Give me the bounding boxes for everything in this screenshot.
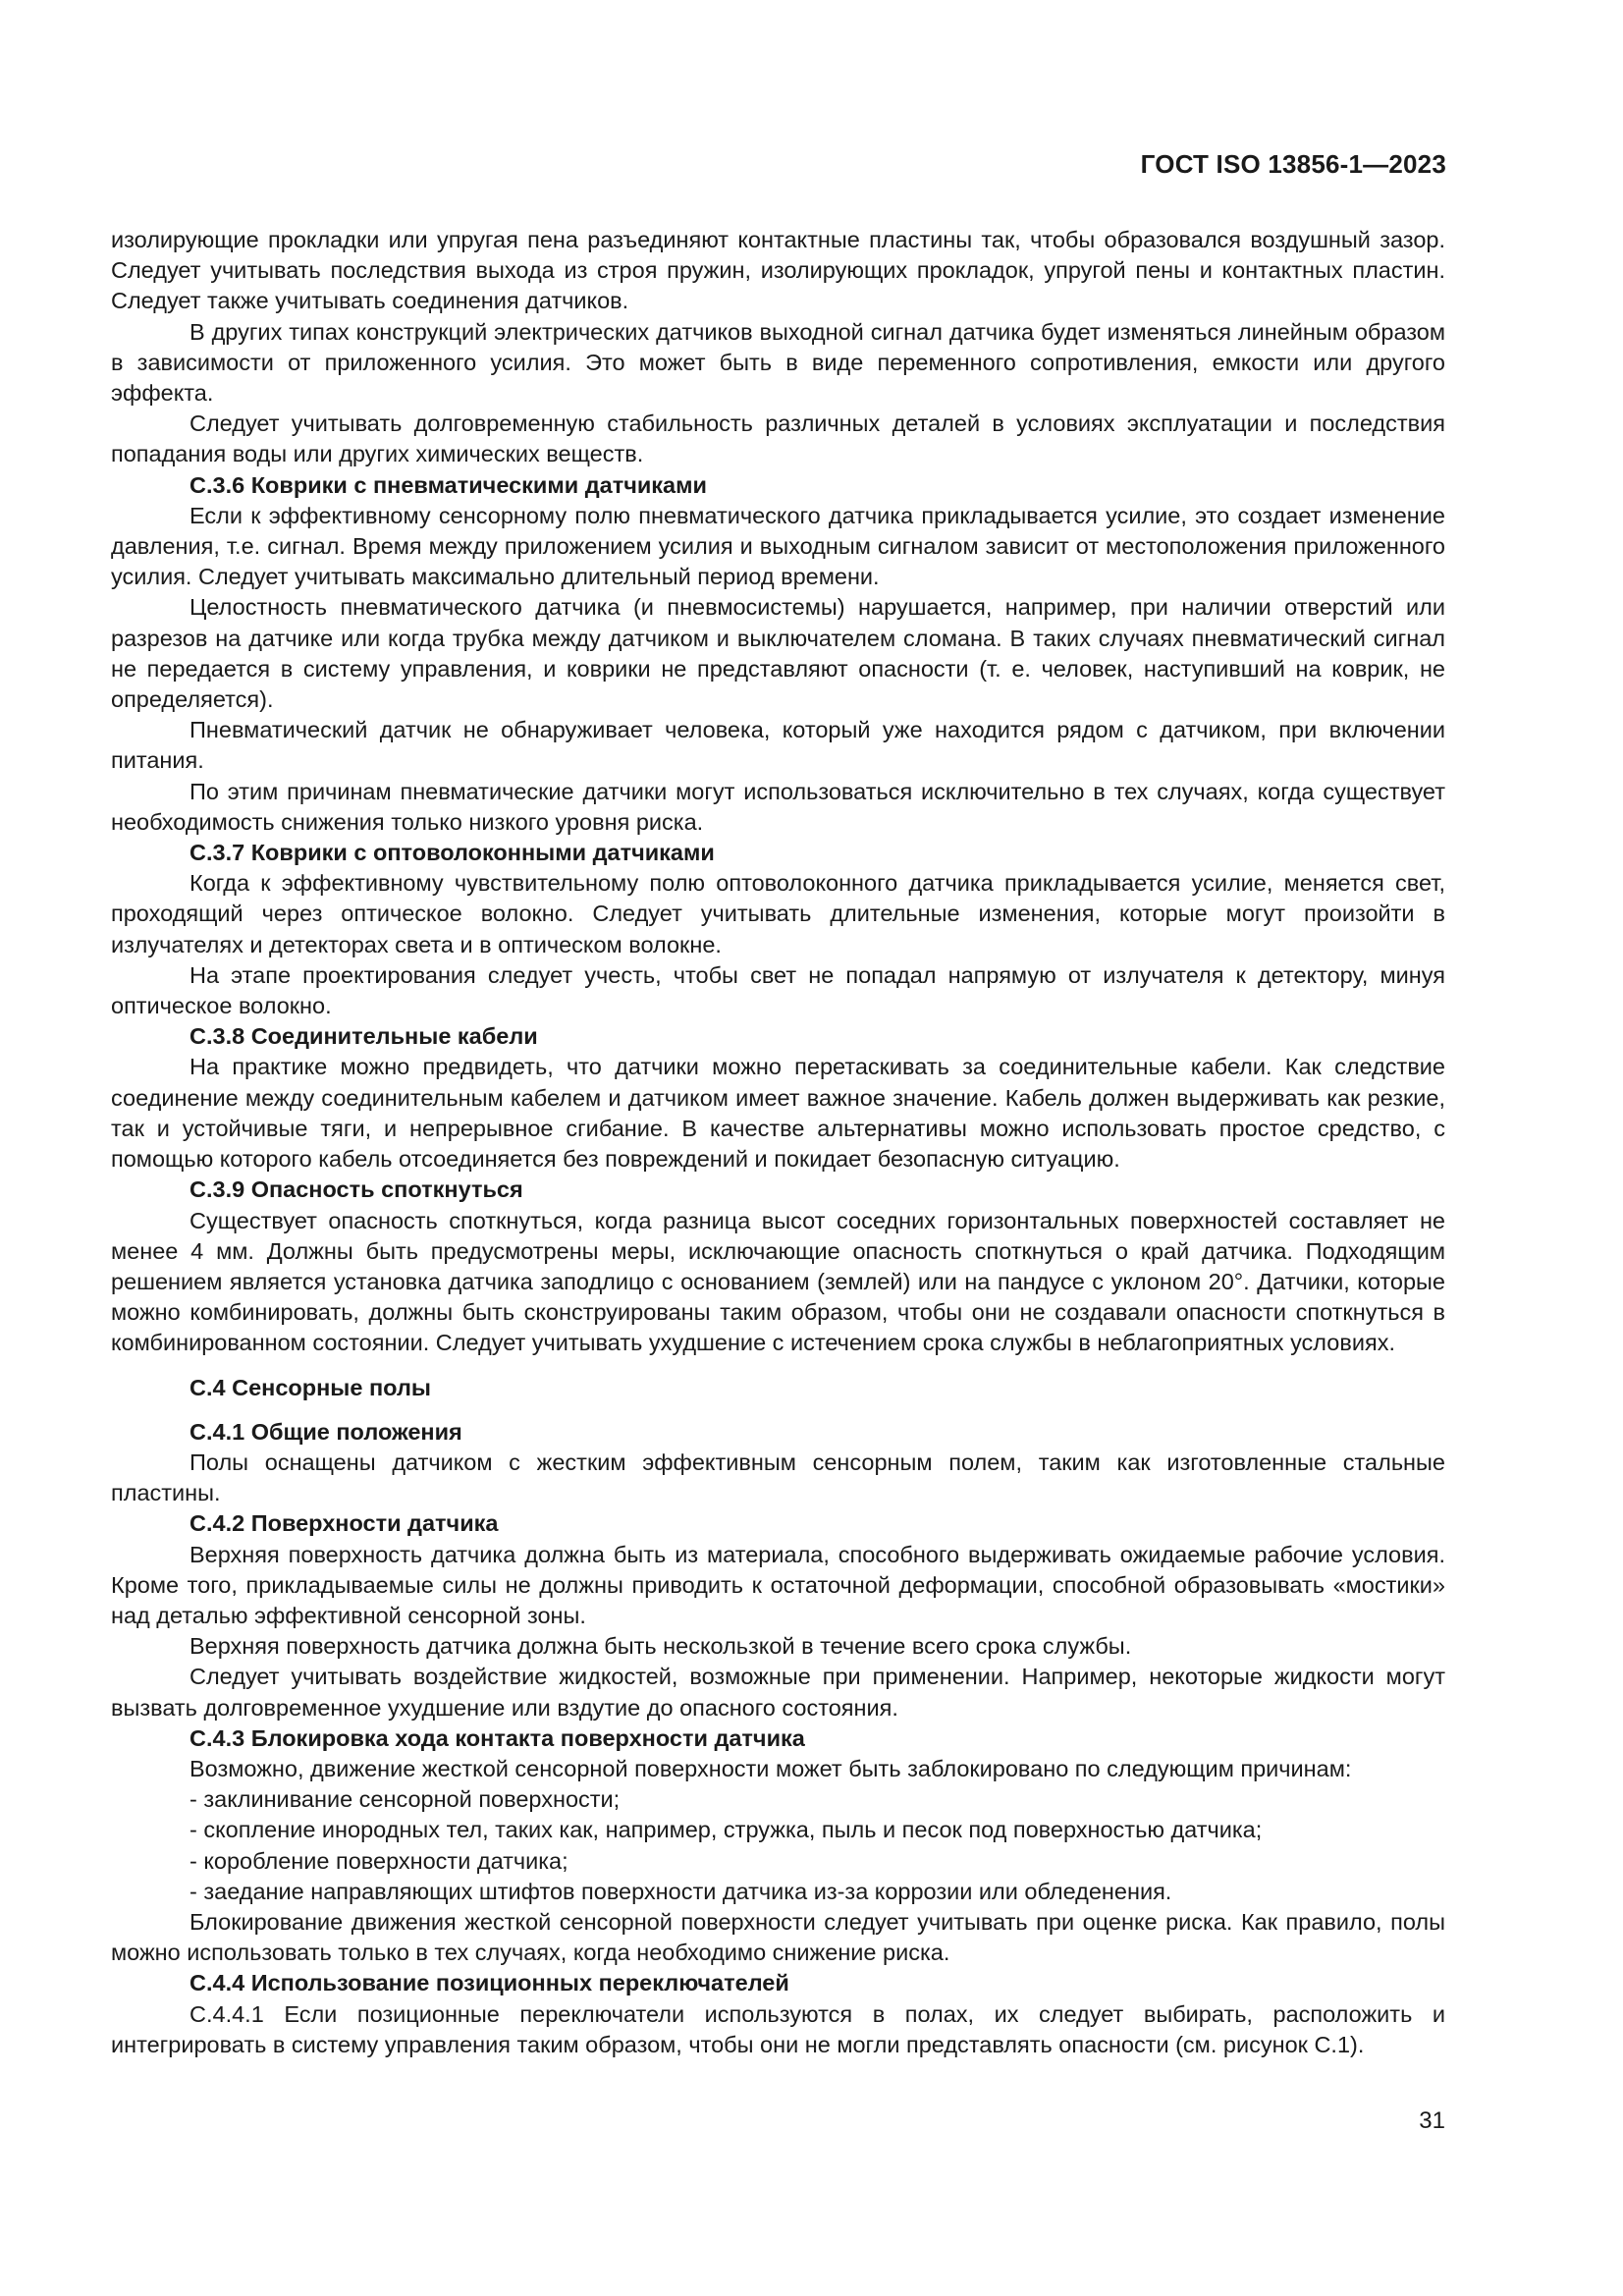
- document-header: ГОСТ ISO 13856-1—2023: [1140, 149, 1446, 179]
- paragraph: изолирующие прокладки или упругая пена разъединяют контактные пластины так, чтобы образовался воздушный зазор. Следует учитывать последствия выхода из строя пружин, изолирующих прокладок, упругой пены и контактных пластин. Следует также учитывать соединения датчиков.: [111, 227, 1445, 314]
- paragraph: Полы оснащены датчиком с жестким эффективным сенсорным полем, таким как изготовленные стальные пластины.: [111, 1449, 1445, 1506]
- section-heading: С.4.4 Использование позиционных переключателей: [189, 1970, 789, 1996]
- paragraph: Пневматический датчик не обнаруживает человека, который уже находится рядом с датчиком, при включении питания.: [111, 717, 1445, 774]
- paragraph: С.4.4.1 Если позиционные переключатели используются в полах, их следует выбирать, расположить и интегрировать в систему управления таким образом, чтобы они не могли представлять опасности (см. рисунок С.1).: [111, 2000, 1445, 2057]
- page-number: 31: [1419, 2107, 1445, 2134]
- paragraph: По этим причинам пневматические датчики могут использоваться исключительно в тех случаях, когда существует необходимость снижения только низкого уровня риска.: [111, 778, 1445, 835]
- paragraph: Следует учитывать воздействие жидкостей, возможные при применении. Например, некоторые жидкости могут вызвать долговременное ухудшение или вздутие до опасного состояния.: [111, 1664, 1445, 1721]
- paragraph: Целостность пневматического датчика (и пневмосистемы) нарушается, например, при наличии отверстий или разрезов на датчике или когда трубка между датчиком и выключателем сломана. В таких случаях пневматический сигнал не передается в систему управления, и коврики не представляют опасности (т. е. человек, наступивший на коврик, не определяется).: [111, 594, 1445, 713]
- section-heading: С.4.3 Блокировка хода контакта поверхности датчика: [189, 1724, 805, 1751]
- section-heading: С.3.9 Опасность споткнуться: [189, 1176, 523, 1203]
- section-heading: С.3.8 Соединительные кабели: [189, 1023, 538, 1050]
- list-item: - заедание направляющих штифтов поверхности датчика из-за коррозии или обледенения.: [189, 1878, 1172, 1904]
- paragraph: В других типах конструкций электрических датчиков выходной сигнал датчика будет изменяться линейным образом в зависимости от приложенного усилия. Это может быть в виде переменного сопротивления, емкости или другого эффекта.: [111, 318, 1445, 407]
- paragraph: Верхняя поверхность датчика должна быть из материала, способного выдерживать ожидаемые рабочие условия. Кроме того, прикладываемые силы не должны приводить к остаточной деформации, способной образовывать «мостики» над деталью эффективной сенсорной зоны.: [111, 1541, 1445, 1628]
- paragraph: Существует опасность споткнуться, когда разница высот соседних горизонтальных поверхностей составляет не менее 4 мм. Должны быть предусмотрены меры, исключающие опасность споткнуться о край датчика. Подходящим решением является установка датчика заподлицо с основанием (землей) или на пандусе с уклоном 20°. Датчики, которые можно комбинировать, должны быть сконструированы таким образом, чтобы они не создавали опасности споткнуться в комбинированном состоянии. Следует учитывать ухудшение с истечением срока службы в неблагоприятных условиях.: [111, 1207, 1445, 1356]
- list-item: - скопление инородных тел, таких как, например, стружка, пыль и песок под поверхностью датчика;: [189, 1817, 1263, 1843]
- paragraph: На практике можно предвидеть, что датчики можно перетаскивать за соединительные кабели. Как следствие соединение между соединительным кабелем и датчиком имеет важное значение. Кабель должен выдерживать как резкие, так и устойчивые тяги, и непрерывное сгибание. В качестве альтернативы можно использовать простое средство, с помощью которого кабель отсоединяется без повреждений и покидает безопасную ситуацию.: [111, 1054, 1445, 1173]
- paragraph: На этапе проектирования следует учесть, чтобы свет не попадал напрямую от излучателя к детектору, минуя оптическое волокно.: [111, 961, 1445, 1019]
- section-heading: С.4 Сенсорные полы: [189, 1374, 431, 1400]
- paragraph: Возможно, движение жесткой сенсорной поверхности может быть заблокировано по следующим причинам:: [189, 1755, 1352, 1781]
- section-heading: С.4.1 Общие положения: [189, 1418, 462, 1445]
- paragraph: Следует учитывать долговременную стабильность различных деталей в условиях эксплуатации и последствия попадания воды или других химических веществ.: [111, 410, 1445, 467]
- paragraph: Верхняя поверхность датчика должна быть нескользкой в течение всего срока службы.: [189, 1633, 1132, 1660]
- document-body: [111, 225, 1445, 2060]
- list-item: - коробление поверхности датчика;: [189, 1847, 568, 1874]
- paragraph: Когда к эффективному чувствительному полю оптоволоконного датчика прикладывается усилие, меняется свет, проходящий через оптическое волокно. Следует учитывать длительные изменения, которые могут произойти в излучателях и детекторах света и в оптическом волокне.: [111, 870, 1445, 957]
- paragraph: Если к эффективному сенсорному полю пневматического датчика прикладывается усилие, это создает изменение давления, т.е. сигнал. Время между приложением усилия и выходным сигналом зависит от местоположения приложенного усилия. Следует учитывать максимально длительный период времени.: [111, 502, 1445, 590]
- section-heading: С.3.7 Коврики с оптоволоконными датчиками: [189, 840, 715, 866]
- paragraph: Блокирование движения жесткой сенсорной поверхности следует учитывать при оценке риска. Как правило, полы можно использовать только в тех случаях, когда необходимо снижение риска.: [111, 1908, 1445, 1966]
- section-heading: С.3.6 Коврики с пневматическими датчиками: [189, 471, 707, 498]
- list-item: - заклинивание сенсорной поверхности;: [189, 1786, 621, 1813]
- section-heading: С.4.2 Поверхности датчика: [189, 1510, 499, 1537]
